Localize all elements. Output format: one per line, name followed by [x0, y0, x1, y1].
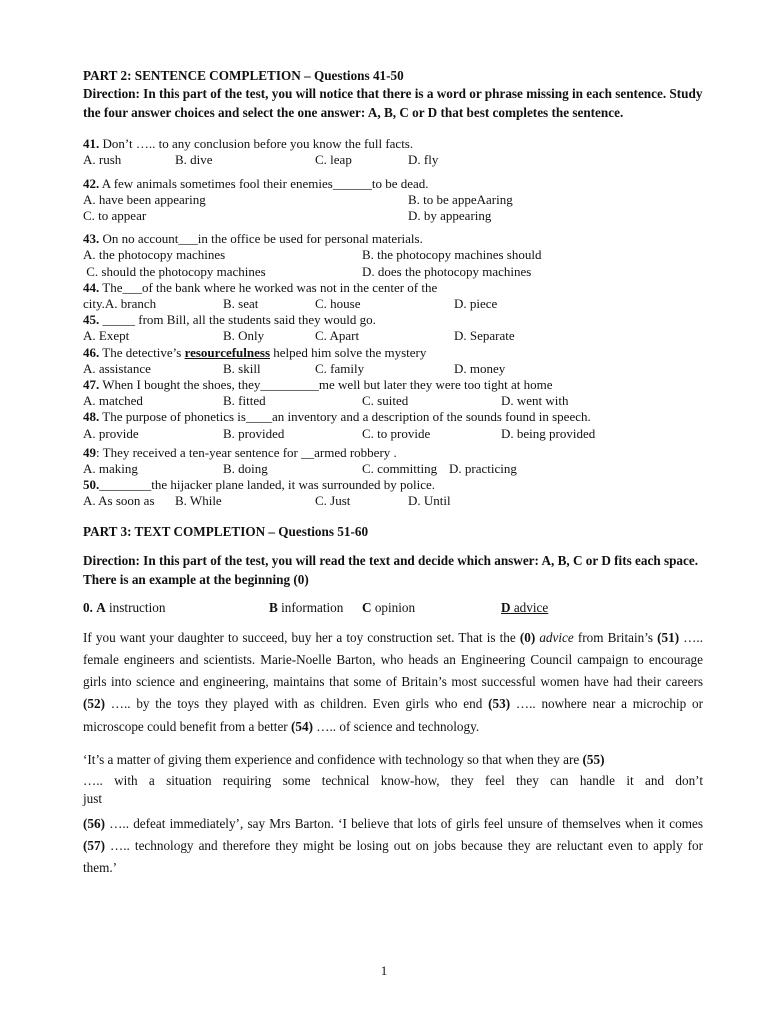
option-d: D. piece [454, 295, 498, 311]
option-a: A. provide [83, 425, 139, 441]
question-text: The___of the bank where he worked was not in the center of the [99, 279, 438, 295]
option-b: B. Only [223, 328, 265, 344]
option-a: A. Exept [83, 328, 130, 344]
question-text: Don’t ….. to any conclusion before you know the full facts. [99, 136, 414, 152]
gap-57: (57) [83, 837, 105, 853]
question-number: 49 [83, 444, 96, 460]
option-c: C. leap [315, 152, 352, 168]
part3-title: PART 3: TEXT COMPLETION – Questions 51-60 [83, 524, 369, 540]
passage-text: ….. female engineers and scientists. Marie-Noelle Barton, who heads an Engineering Council campaign to encourage girls into science and engineering, maintains that some of Britain’s most successful women have had their careers [83, 629, 704, 690]
question-number: 45. [83, 312, 100, 328]
question-42 [83, 176, 703, 225]
question-text: When I bought the shoes, they_________me well but later they were too tight at home [99, 376, 553, 392]
option-b: B. doing [223, 460, 268, 476]
question-48 [83, 409, 703, 441]
option-c: C. to provide [362, 425, 431, 441]
example-b-text: information [277, 599, 344, 615]
example-b-letter: B [269, 599, 278, 615]
passage-paragraph-1 [83, 627, 703, 738]
gap-56: (56) [83, 815, 105, 831]
question-text-end: helped him solve the mystery [270, 344, 427, 360]
gap-0: (0) [519, 629, 536, 645]
exam-page [83, 68, 703, 879]
question-text: _____ from Bill, all the students said they would go. [99, 312, 376, 328]
option-a: A. have been appearing [83, 191, 206, 207]
passage-text: If you want your daughter to succeed, buy her a toy construction set. That is the [83, 629, 520, 645]
option-b: B. fitted [223, 393, 266, 409]
example-c-text: opinion [371, 599, 416, 615]
option-d: D. went with [501, 393, 569, 409]
option-b: B. skill [223, 360, 261, 376]
option-a: A. matched [83, 393, 143, 409]
gap-53: (53) [488, 696, 511, 712]
question-46 [83, 345, 703, 377]
option-b: B. dive [175, 152, 213, 168]
passage-text: from Britain’s [573, 629, 658, 645]
question-50 [83, 477, 703, 509]
passage-paragraph-3 [83, 813, 703, 880]
option-a: city.A. branch [83, 295, 157, 311]
option-d: D. practicing [449, 460, 517, 476]
gap-52: (52) [83, 696, 105, 712]
example-d-letter: D [501, 599, 511, 615]
question-number: 43. [83, 231, 100, 247]
example-a-letter: A [96, 599, 106, 615]
part3-direction: Direction: In this part of the test, you will read the text and decide which answer: A, B, C or D fits each space. There is an example at the beginning (0) [83, 552, 699, 587]
question-number: 46. [83, 344, 100, 360]
question-number: 42. [83, 175, 100, 191]
option-d: D. Until [408, 493, 451, 509]
passage-text: ….. nowhere near a microchip or microscope could benefit from a better [83, 696, 703, 734]
gap-54: (54) [291, 718, 313, 734]
question-number: 48. [83, 409, 100, 425]
option-a: A. rush [83, 152, 122, 168]
underlined-word: resourcefulness [184, 344, 271, 360]
option-d: D. fly [408, 152, 439, 168]
option-a: A. the photocopy machines [83, 247, 226, 263]
question-47 [83, 377, 703, 409]
example-row [83, 600, 703, 618]
question-text: On no account___in the office be used for personal materials. [99, 231, 423, 247]
question-43 [83, 231, 703, 280]
option-b: B. seat [223, 295, 259, 311]
question-number: 47. [83, 376, 100, 392]
question-45 [83, 312, 703, 344]
option-c: C. Apart [315, 328, 360, 344]
page-number: 1 [380, 963, 388, 978]
question-49 [83, 445, 703, 477]
question-number: 44. [83, 279, 100, 295]
question-44 [83, 280, 703, 312]
example-answer: advice [535, 629, 574, 645]
question-text: A few animals sometimes fool their enemies______to be dead. [99, 175, 429, 191]
option-a: A. As soon as [83, 493, 155, 509]
part2-title: PART 2: SENTENCE COMPLETION – Questions 41-50 [83, 68, 404, 83]
passage-paragraph-2 [83, 749, 703, 805]
option-a: A. assistance [83, 360, 151, 376]
example-d-text: advice [510, 599, 549, 615]
example-a-text: instruction [105, 599, 166, 615]
option-d: D. being provided [501, 425, 596, 441]
part2-direction: Direction: In this part of the test, you will notice that there is a word or phrase missing in each sentence. Study the four answer choices and select the one answer: A, B, C or D that best completes the sentence. [83, 86, 703, 121]
option-c: C. family [315, 360, 365, 376]
option-b: B. the photocopy machines should [362, 247, 542, 263]
passage-text: just [83, 790, 103, 806]
option-b: B. provided [223, 425, 285, 441]
question-number: 50. [83, 477, 100, 493]
option-c: C. Just [315, 493, 351, 509]
example-c-letter: C [362, 599, 372, 615]
passage-text: ….. of science and technology. [312, 718, 480, 734]
option-c: C. house [315, 295, 361, 311]
question-text: ________the hijacker plane landed, it was surrounded by police. [99, 477, 435, 493]
option-d: D. does the photocopy machines [362, 263, 532, 279]
option-c: C. suited [362, 393, 409, 409]
passage-text: ….. technology and therefore they might be losing out on jobs because they are reluctant even to apply for them.’ [83, 837, 703, 876]
passage-text: ….. defeat immediately’, say Mrs Barton. ‘I believe that lots of girls feel unsure of themselves when it comes [104, 815, 703, 831]
option-d: D. Separate [454, 328, 515, 344]
question-text: The detective’s [99, 344, 185, 360]
option-d: D. by appearing [408, 207, 492, 223]
gap-55: (55) [582, 751, 605, 767]
option-c: C. to appear [83, 207, 147, 223]
question-text: The purpose of phonetics is____an inventory and a description of the sounds found in speech. [99, 409, 591, 425]
option-c: C. should the photocopy machines [83, 263, 266, 279]
option-c: C. committing [362, 460, 438, 476]
passage-text: ‘It’s a matter of giving them experience and confidence with technology so that when they are [83, 751, 583, 767]
question-41 [83, 136, 703, 168]
passage-text: ….. by the toys they played with as children. Even girls who end [104, 696, 489, 712]
example-number: 0. [83, 599, 93, 615]
option-b: B. to be appeAaring [408, 191, 513, 207]
option-a: A. making [83, 460, 138, 476]
question-text: : They received a ten-year sentence for __armed robbery . [96, 444, 397, 460]
gap-51: (51) [657, 629, 680, 645]
option-b: B. While [175, 493, 222, 509]
question-number: 41. [83, 136, 100, 152]
passage-text: ….. with a situation requiring some technical know-how, they feel they can handle it and don’t [83, 772, 703, 788]
option-d: D. money [454, 360, 506, 376]
